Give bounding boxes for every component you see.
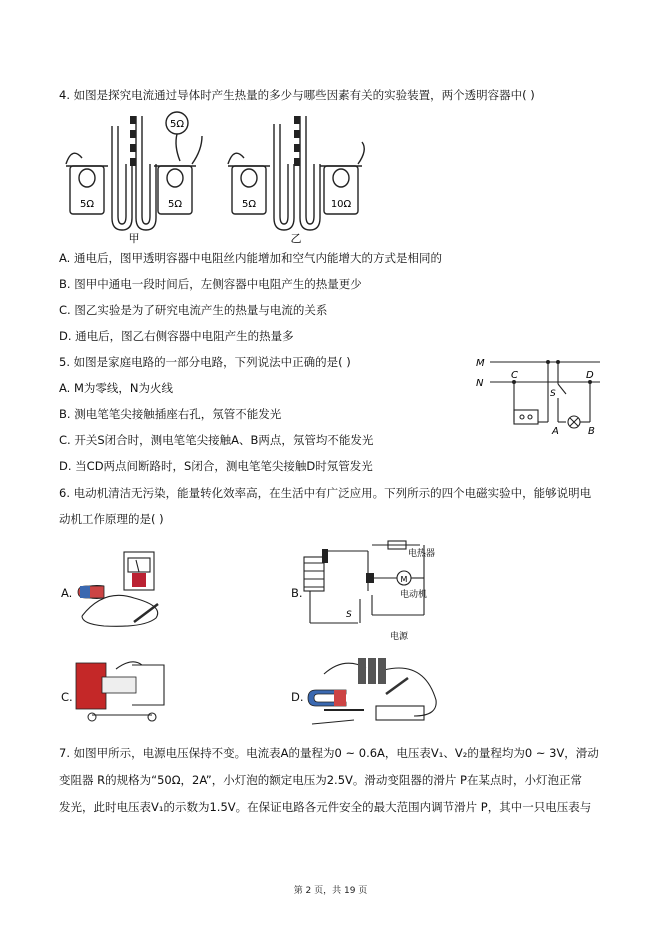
q5-circuit-diagram — [470, 352, 610, 437]
yi-caption: 乙 — [290, 232, 302, 245]
q5-option-a: A. M为零线，N为火线 — [59, 381, 173, 395]
fig-b-source: 电源 — [390, 632, 409, 642]
q5-option-c: C. 开关S闭合时，测电笔笔尖接触A、B两点，氖管均不能发光 — [59, 433, 374, 447]
q5-option-d: D. 当CD两点间断路时，S闭合，测电笔笔尖接触D时氖管发光 — [59, 459, 373, 473]
figure-yi-scale — [294, 116, 300, 166]
label-a: A — [552, 426, 559, 437]
q4-figure — [62, 106, 392, 246]
q6-stem-line-2: 动机工作原理的是( ) — [59, 512, 164, 526]
fig-b-switch: S — [346, 610, 352, 620]
svg-text:M: M — [400, 575, 408, 584]
q6-stem-line-1: 6. 电动机清洁无污染，能量转化效率高，在生活中有广泛应用。下列所示的四个电磁实验中，能够说明电 — [59, 486, 592, 500]
label-m: M — [476, 358, 485, 369]
q7-line-3: 发光，此时电压表V₁的示数为1.5V。在保证电路各元件安全的最大范围内调节滑片 P，其中一只电压表与 — [59, 800, 592, 814]
label-d: D — [586, 370, 594, 381]
q4-option-b: B. 图甲中通电一段时间后，左侧容器中电阻产生的热量更少 — [59, 277, 362, 291]
q4-option-c: C. 图乙实验是为了研究电流产生的热量与电流的关系 — [59, 303, 328, 317]
jia-top-res: 5Ω — [169, 119, 185, 130]
label-b: B — [588, 426, 595, 437]
q6-figure-c — [72, 655, 172, 727]
jia-right-res: 5Ω — [167, 199, 183, 210]
fig-b-motor: 电动机 — [400, 590, 428, 600]
yi-right-res: 10Ω — [330, 199, 352, 210]
label-c: C — [511, 370, 518, 381]
q6-figure-d — [304, 650, 444, 732]
page-footer: 第 2 页，共 19 页 — [293, 886, 368, 896]
q6-option-a-label: A. — [61, 586, 73, 600]
fig-b-heater: 电热器 — [408, 549, 436, 559]
q7-line-1: 7. 如图甲所示，电源电压保持不变。电流表A的量程为0 ~ 0.6A，电压表V₁、V₂的量程均为0 ~ 3V，滑动 — [59, 746, 599, 760]
q6-figure-b — [300, 535, 440, 643]
jia-caption: 甲 — [128, 232, 140, 245]
q7-line-2: 变阻器 R的规格为“50Ω，2A”，小灯泡的额定电压为2.5V。滑动变阻器的滑片 P在某点时，小灯泡正常 — [59, 773, 582, 787]
q4-option-a: A. 通电后，图甲透明容器中电阻丝内能增加和空气内能增大的方式是相同的 — [59, 251, 442, 265]
label-n: N — [476, 378, 484, 389]
yi-left-res: 5Ω — [241, 199, 257, 210]
figure-jia-scale — [130, 116, 136, 166]
label-s: S — [550, 389, 556, 399]
q6-option-b-label: B. — [291, 586, 303, 600]
q4-option-d: D. 通电后，图乙右侧容器中电阻产生的热量多 — [59, 329, 294, 343]
q5-option-b: B. 测电笔笔尖接触插座右孔，氖管不能发光 — [59, 407, 282, 421]
q5-stem: 5. 如图是家庭电路的一部分电路，下列说法中正确的是( ) — [59, 355, 351, 369]
q6-option-d-label: D. — [291, 690, 304, 704]
q4-stem: 4. 如图是探究电流通过导体时产生热量的多少与哪些因素有关的实验装置，两个透明容器中( ) — [59, 88, 535, 102]
q6-figure-a — [74, 548, 174, 632]
q6-option-c-label: C. — [61, 690, 73, 704]
jia-left-res: 5Ω — [79, 199, 95, 210]
